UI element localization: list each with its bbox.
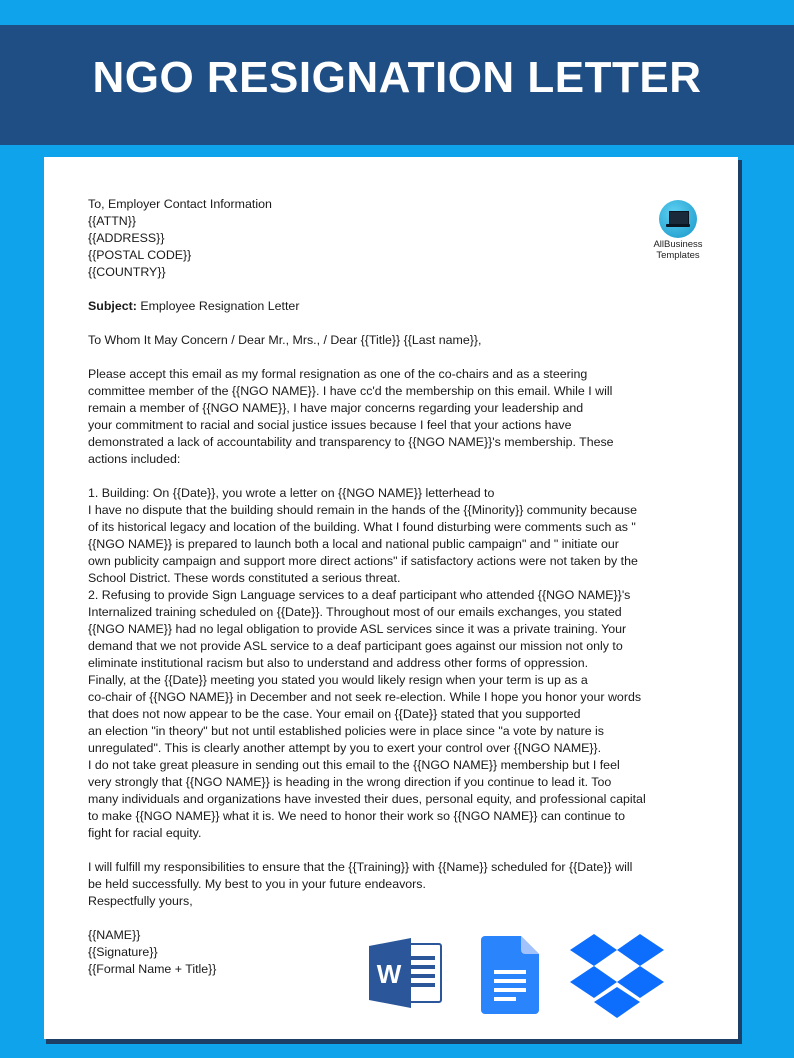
subject-line xyxy=(88,298,668,315)
text-line: remain a member of {{NGO NAME}}, I have major concerns regarding your leadership and xyxy=(88,401,584,415)
svg-text:W: W xyxy=(376,959,402,989)
subject-label: Subject: xyxy=(88,299,137,313)
logo-line-1: AllBusiness xyxy=(653,239,703,250)
signature-line: {{NAME}} xyxy=(88,928,141,942)
text-line: of its historical legacy and location of the building. What I found disturbing were comments such as " xyxy=(88,520,636,534)
text-line: your commitment to racial and social justice issues because I feel that your actions have xyxy=(88,418,572,432)
text-line: School District. These words constituted a serious threat. xyxy=(88,571,401,585)
signature-line: {{Signature}} xyxy=(88,945,158,959)
text-line: many individuals and organizations have invested their dues, personal equity, and professional capital xyxy=(88,792,646,806)
subject-text: Employee Resignation Letter xyxy=(136,299,300,313)
signature-line: {{Formal Name + Title}} xyxy=(88,962,217,976)
address-line: {{ATTN}} xyxy=(88,214,136,228)
text-line: be held successfully. My best to you in your future endeavors. xyxy=(88,877,426,891)
text-line: own publicity campaign and support more direct actions" if satisfactory actions were not taken by the xyxy=(88,554,638,568)
page-title: NGO RESIGNATION LETTER xyxy=(92,53,702,102)
text-line: I do not take great pleasure in sending out this email to the {{NGO NAME}} membership but I feel xyxy=(88,758,620,772)
text-line: 2. Refusing to provide Sign Language services to a deaf participant who attended {{NGO NAME}}'s xyxy=(88,588,631,602)
text-line: fight for racial equity. xyxy=(88,826,202,840)
text-line: unregulated". This is clearly another attempt by you to exert your control over {{NGO NAME}}. xyxy=(88,741,602,755)
dropbox-icon[interactable] xyxy=(570,932,664,1020)
text-line: Finally, at the {{Date}} meeting you stated you would likely resign when your term is up as a xyxy=(88,673,588,687)
text-line: {{NGO NAME}} had no legal obligation to provide ASL services since it was a private training. Your xyxy=(88,622,627,636)
text-line: I have no dispute that the building should remain in the hands of the {{Minority}} community because xyxy=(88,503,637,517)
text-line: to make {{NGO NAME}} what it is. We need to honor their work so {{NGO NAME}} can continue to xyxy=(88,809,625,823)
paragraph-closing xyxy=(88,859,668,910)
address-line: To, Employer Contact Information xyxy=(88,197,272,211)
text-line: committee member of the {{NGO NAME}}. I have cc'd the membership on this email. While I will xyxy=(88,384,613,398)
word-icon[interactable] xyxy=(369,938,443,1008)
paragraph-concerns xyxy=(88,485,668,842)
address-line: {{ADDRESS}} xyxy=(88,231,165,245)
text-line: Internalized training scheduled on {{Date}}. Throughout most of our emails exchanges, you stated xyxy=(88,605,622,619)
address-line: {{COUNTRY}} xyxy=(88,265,166,279)
text-line: {{NGO NAME}} is prepared to launch both a local and national public campaign" and " initiate our xyxy=(88,537,619,551)
text-line: demonstrated a lack of accountability and transparency to {{NGO NAME}}'s membership. These xyxy=(88,435,614,449)
text-line: actions included: xyxy=(88,452,181,466)
text-line: 1. Building: On {{Date}}, you wrote a letter on {{NGO NAME}} letterhead to xyxy=(88,486,495,500)
letter-body xyxy=(88,196,668,978)
top-strip xyxy=(0,0,794,25)
address-line: {{POSTAL CODE}} xyxy=(88,248,192,262)
text-line: very strongly that {{NGO NAME}} is heading in the wrong direction if you continue to lead it. Too xyxy=(88,775,612,789)
text-line: demand that we not provide ASL service to a deaf participant goes against our mission not only to xyxy=(88,639,623,653)
text-line: an election "in theory" but not until established policies were in place since "a vote by nature is xyxy=(88,724,605,738)
text-line: eliminate institutional racism but also to understand and address other forms of oppression. xyxy=(88,656,589,670)
recipient-address xyxy=(88,196,668,281)
salutation: To Whom It May Concern / Dear Mr., Mrs., / Dear {{Title}} {{Last name}}, xyxy=(88,333,482,347)
text-line: I will fulfill my responsibilities to ensure that the {{Training}} with {{Name}} scheduled for {{Date}} will xyxy=(88,860,633,874)
text-line: Please accept this email as my formal resignation as one of the co-chairs and as a steering xyxy=(88,367,588,381)
logo-line-2: Templates xyxy=(656,250,700,261)
google-docs-icon[interactable] xyxy=(481,936,539,1014)
text-line: that does not now appear to be the case. Your email on {{Date}} stated that you supported xyxy=(88,707,581,721)
paragraph-intro xyxy=(88,366,668,468)
text-line: Respectfully yours, xyxy=(88,894,193,908)
text-line: co-chair of {{NGO NAME}} in December and not seek re-election. While I hope you honor your words xyxy=(88,690,642,704)
